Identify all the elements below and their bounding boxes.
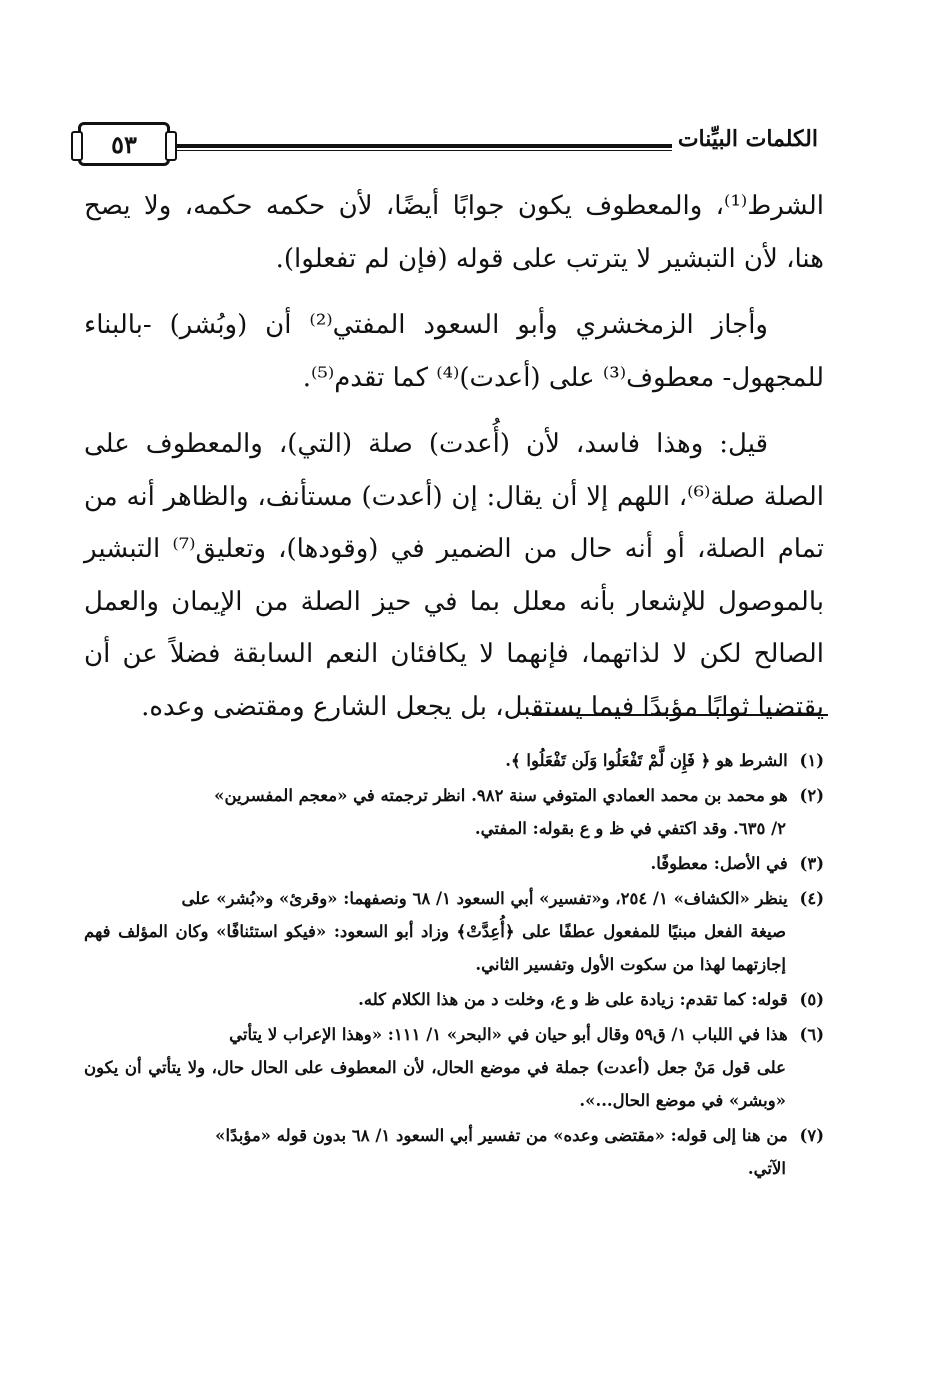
footnote-text: هو محمد بن محمد العمادي المتوفي سنة ٩٨٢. انظر ترجمته في «معجم المفسرين» (214, 786, 788, 805)
footnote-continuation: ٢/ ٦٣٥. وقد اكتفي في ظ و ع بقوله: المفتي. (474, 819, 786, 838)
running-title: الكلمات البيِّنات (677, 126, 818, 152)
footnote-text: هذا في اللباب ١/ ق٥٩ وقال أبو حيان في «البحر» ١/ ١١١: «وهذا الإعراب لا يتأتي (229, 1025, 788, 1044)
footnote-7 (84, 1119, 824, 1185)
paragraph-1: الشرط⁽¹⁾، والمعطوف يكون جوابًا أيضًا، لأن حكمه حكمه، ولا يصح هنا، لأن التبشير لا يترتب على قوله (فإن لم تفعلوا). (84, 191, 824, 274)
footnote-4 (84, 882, 824, 981)
page-header (78, 122, 818, 166)
footnote-6 (84, 1018, 824, 1117)
page-number-frame (78, 122, 170, 166)
footnote-number: (٧) (799, 1126, 824, 1145)
footnotes (84, 744, 824, 1187)
footnote-continuation: صيغة الفعل مبنيًا للمفعول عطفًا على ﴿أُعِدَّتْ﴾ وزاد أبو السعود: «فيكو استئنافًا» وكان المؤلف فهم إجازتهما لهذا من سكوت الأول وتفسير الثاني. (84, 922, 786, 974)
main-text (84, 180, 824, 747)
paragraph-2: وأجاز الزمخشري وأبو السعود المفتي⁽²⁾ أن (وبُشر) -بالبناء للمجهول- معطوف⁽³⁾ على (أعدت)⁽⁴⁾ كما تقدم⁽⁵⁾. (84, 310, 824, 393)
footnote-text: الشرط هو ﴿ فَإِن لَّمْ تَفْعَلُوا وَلَن تَفْعَلُوا ﴾. (505, 751, 788, 770)
footnote-number: (٤) (799, 889, 824, 908)
footnote-number: (٢) (799, 786, 824, 805)
footnote-continuation: على قول مَنْ جعل (أعدت) جملة في موضع الحال، لأن المعطوف على الحال حال، ولا يتأتي أن يكون «وبشر» في موضع الحال...». (84, 1058, 786, 1110)
footnote-text: ينظر «الكشاف» ١/ ٢٥٤، و«تفسير» أبي السعود ١/ ٦٨ ونصفهما: «وقرئ» و«بُشر» على (181, 889, 788, 908)
footnote-text: من هنا إلى قوله: «مقتضى وعده» من تفسير أبي السعود ١/ ٦٨ بدون قوله «مؤبدًا» (215, 1126, 788, 1145)
footnote-text: قوله: كما تقدم: زيادة على ظ و ع، وخلت د من هذا الكلام كله. (358, 990, 788, 1009)
footnote-separator (532, 714, 828, 716)
page-number: ٥٣ (111, 129, 137, 159)
paragraph-3: قيل: وهذا فاسد، لأن (أُعدت) صلة (التي)، والمعطوف على الصلة صلة⁽⁶⁾، اللهم إلا أن يقال: إن (أعدت) مستأنف، والظاهر أنه من تمام الصلة، أو أنه حال من الضمير في (وقودها)، وتعليق⁽⁷⁾ التبشير بالموصول للإشعار بأنه معلل بما في حيز الصلة من الإيمان والعمل الصالح لكن لا لذاتهما، فإنهما لا يكافئان النعم السابقة فضلاً عن أن يقتضيا ثوابًا مؤبدًا فيما يستقبل، بل يجعل الشارع ومقتضى وعده. (84, 429, 824, 722)
footnote-text: في الأصل: معطوفًا. (650, 854, 788, 873)
footnote-continuation: الآتي. (747, 1159, 786, 1178)
footnote-number: (٦) (799, 1025, 824, 1044)
footnote-number: (١) (799, 751, 824, 770)
footnote-number: (٣) (799, 854, 824, 873)
header-rule (174, 144, 672, 151)
footnote-3 (84, 847, 824, 880)
footnote-5 (84, 983, 824, 1016)
footnote-1 (84, 744, 824, 777)
footnote-number: (٥) (799, 990, 824, 1009)
footnote-2 (84, 779, 824, 845)
